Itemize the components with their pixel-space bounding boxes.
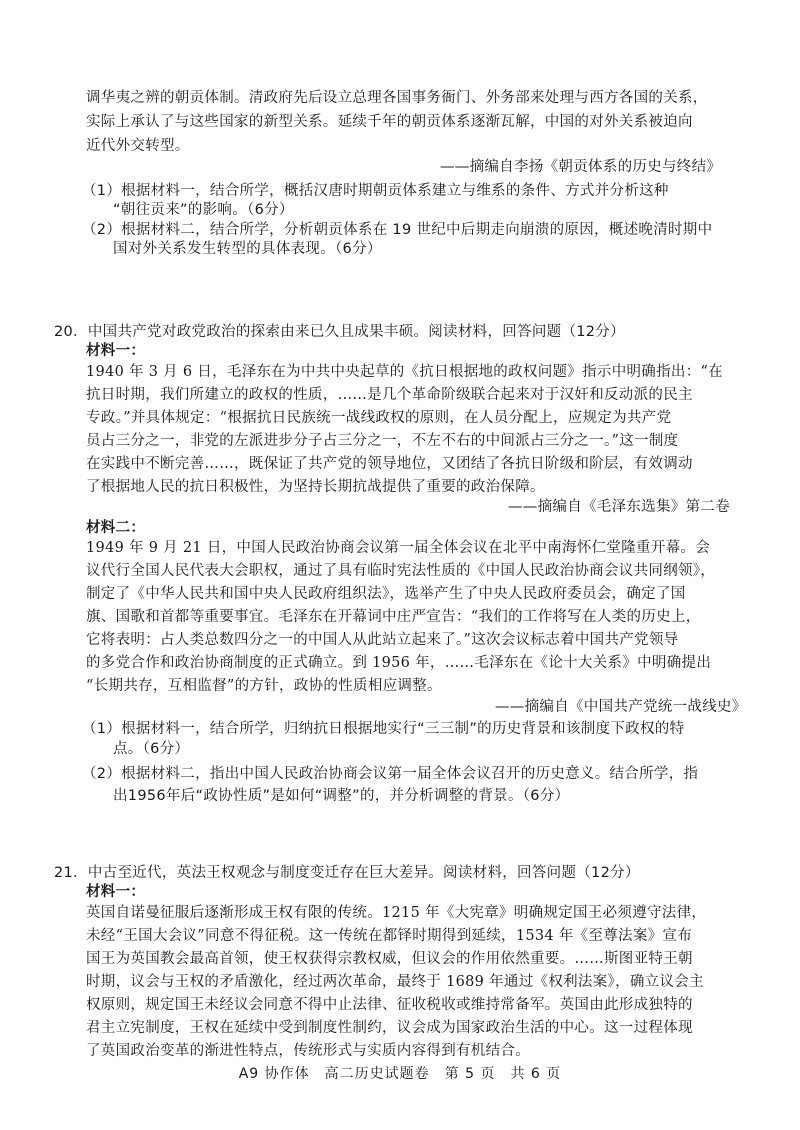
- material-line: 英国自诺曼征服后逐渐形成王权有限的传统。1215 年《大宪章》明确规定国王必须遵守法律，: [86, 905, 707, 921]
- material-line: 时期，议会与王权的矛盾激化，经过两次革命，最终于 1689 年通过《权利法案》，确立议会主: [86, 974, 704, 990]
- material-line: 旗、国歌和首都等重要事宜。毛泽东在开幕词中庄严宣告：“我们的工作将写在人类的历史上，: [86, 609, 701, 625]
- passage-line: 调华夷之辨的朝贡体制。清政府先后设立总理各国事务衙门、外务部来处理与西方各国的关系，: [86, 90, 708, 106]
- page-footer: A9 协作体 高二历史试题卷 第 5 页 共 6 页: [238, 1066, 562, 1082]
- material-line: 员占三分之一，非党的左派进步分子占三分之一，不左不右的中间派占三分之一。”这一制度: [86, 433, 679, 449]
- source-citation: ——摘编自《毛泽东选集》第二卷: [508, 499, 730, 515]
- passage-line: 近代外交转型。: [86, 138, 190, 154]
- material-line: 未经“王国大会议”同意不得征税。这一传统在都铎时期得到延续，1534 年《至尊法案》宣布: [86, 928, 693, 944]
- material-line: 制定了《中华人民共和国中央人民政府组织法》，选举产生了中央人民政府委员会，确定了国: [86, 586, 686, 602]
- material-line: “长期共存，互相监督”的方针，政协的性质相应调整。: [86, 678, 442, 694]
- material-line: 在实践中不断完善……，既保证了共产党的领导地位，又团结了各抗日阶级和阶层，有效调动: [86, 456, 693, 472]
- question-heading: 20．中国共产党对政党政治的探索由来已久且成果丰硕。阅读材料，回答问题（12分）: [54, 324, 625, 340]
- material-line: 1940 年 3 月 6 日，毛泽东在为中共中央起草的《抗日根据地的政权问题》指示中明确指出：“在: [86, 364, 724, 380]
- material-line: 了根据地人民的抗日积极性，为坚持长期抗战提供了重要的政治保障。: [86, 479, 545, 495]
- subquestion-line: （2）根据材料二，结合所学，分析朝贡体系在 19 世纪中后期走向崩溃的原因，概述晚清时期中: [82, 222, 713, 238]
- source-citation: ——摘编自《中国共产党统一战线史》: [495, 699, 747, 715]
- subquestion-line: 国对外关系发生转型的具体表现。（6分）: [113, 241, 382, 257]
- subquestion-line: 点。（6分）: [113, 741, 190, 757]
- subquestion-line: （1）根据材料一，结合所学，概括汉唐时期朝贡体系建立与维系的条件、方式并分析这种: [82, 183, 669, 199]
- material-line: 它将表明：占人类总数四分之一的中国人从此站立起来了。”这次会议标志着中国共产党领导: [86, 632, 679, 648]
- source-citation: ——摘编自李扬《朝贡体系的历史与终结》: [440, 159, 722, 175]
- material-line: 专政。”并具体规定：“根据抗日民族统一战线政权的原则，在人员分配上，应规定为共产党: [86, 410, 672, 426]
- question-heading: 21．中古至近代，英法王权观念与制度变迁存在巨大差异。阅读材料，回答问题（12分）: [54, 865, 640, 881]
- passage-line: 实际上承认了与这些国家的新型关系。延续千年的朝贡体系逐渐瓦解，中国的对外关系被迫向: [86, 114, 693, 130]
- material-line: 了英国政治变革的渐进性特点，传统形式与实质内容得到有机结合。: [86, 1043, 530, 1059]
- material-label: 材料二：: [86, 520, 146, 536]
- subquestion-line: “朝往贡来”的影响。（6分）: [113, 202, 294, 218]
- material-line: 议代行全国人民代表大会职权，通过了具有临时宪法性质的《中国人民政治协商会议共同纲领》，: [86, 563, 716, 579]
- material-line: 抗日时期，我们所建立的政权的性质，……是几个革命阶级联合起来对于汉奸和反动派的民主: [86, 387, 693, 403]
- subquestion-line: （2）根据材料二，指出中国人民政治协商会议第一届全体会议召开的历史意义。结合所学，指: [82, 766, 699, 782]
- material-line: 1949 年 9 月 21 日，中国人民政治协商会议第一届全体会议在北平中南海怀仁堂隆重开幕。会: [86, 540, 711, 556]
- material-line: 的多党合作和政治协商制度的正式确立。到 1956 年，……毛泽东在《论十大关系》中明确提出: [86, 655, 712, 671]
- material-label: 材料一：: [86, 884, 146, 900]
- subquestion-line: 出1956年后“政协性质”是如何“调整”的，并分析调整的背景。（6分）: [113, 788, 570, 804]
- material-label: 材料一：: [86, 343, 146, 359]
- material-line: 权原则，规定国王未经议会同意不得中止法律、征收税收或维持常备军。英国由此形成独特的: [86, 997, 693, 1013]
- subquestion-line: （1）根据材料一，结合所学，归纳抗日根据地实行“三三制”的历史背景和该制度下政权的特: [82, 721, 685, 737]
- material-line: 国王为英国教会最高首领，使王权获得宗教权威，但议会的作用依然重要。……斯图亚特王朝: [86, 951, 693, 967]
- material-line: 君主立宪制度，王权在延续中受到制度性制约，议会成为国家政治生活的中心。这一过程体现: [86, 1020, 693, 1036]
